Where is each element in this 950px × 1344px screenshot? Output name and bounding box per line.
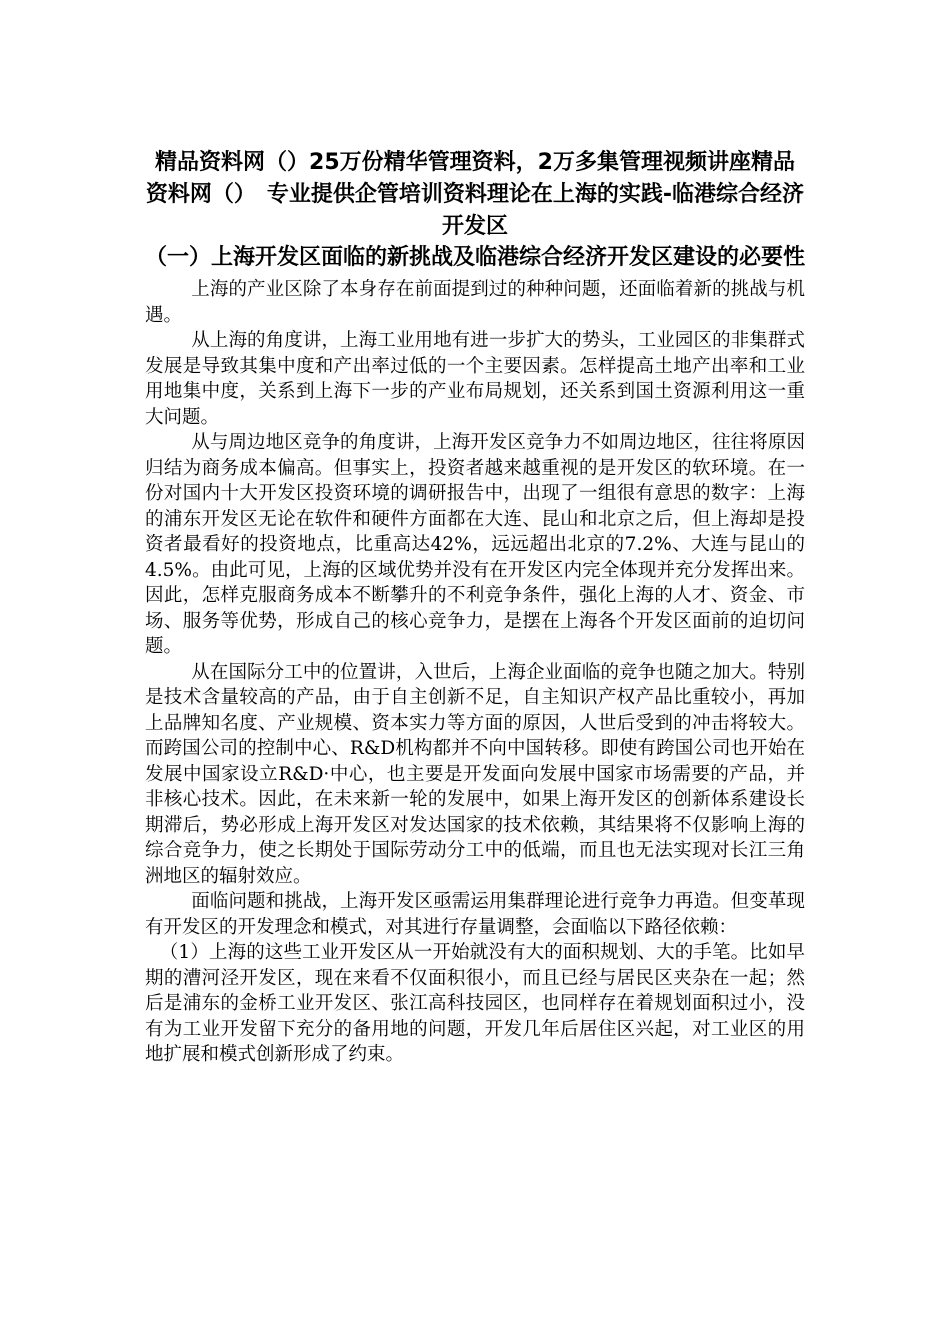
section-heading: （一）上海开发区面临的新挑战及临港综合经济开发区建设的必要性	[145, 245, 806, 270]
paragraph: 从与周边地区竞争的角度讲，上海开发区竞争力不如周边地区，往往将原因归结为商务成本偏高。但事实上，投资者越来越重视的是开发区的软环境。在一份对国内十大开发区投资环境的调研报告中，出现了一组很有意思的数字：上海的浦东开发区无论在软件和硬件方面都在大连、昆山和北京之后，但上海却是投资者最看好的投资地点，比重高达42%，远远超出北京的7.2%、大连与昆山的4.5%。由此可见，上海的区域优势并没有在开发区内完全体现并充分发挥出来。因此，怎样克服商务成本不断攀升的不利竞争条件，强化上海的人才、资金、市场、服务等优势，形成自己的核心竞争力，是摆在上海各个开发区面前的迫切问题。	[145, 432, 805, 657]
paragraph: 从在国际分工中的位置讲，入世后，上海企业面临的竞争也随之加大。特别是技术含量较高的产品，由于自主创新不足，自主知识产权产品比重较小，再加上品牌知名度、产业规模、资本实力等方面的原因，人世后受到的冲击将较大。而跨国公司的控制中心、R&D机构都并不向中国转移。即使有跨国公司也开始在发展中国家设立R&D·中心，也主要是开发面向发展中国家市场需要的产品，并非核心技术。因此，在未来新一轮的发展中，如果上海开发区的创新体系建设长期滞后，势必形成上海开发区对发达国家的技术依赖，其结果将不仅影响上海的综合竞争力，使之长期处于国际劳动分工中的低端，而且也无法实现对长江三角洲地区的辐射效应。	[145, 661, 805, 887]
document-page	[145, 147, 805, 1068]
list-item-paragraph: （1）上海的这些工业开发区从一开始就没有大的面积规划、大的手笔。比如早期的漕河泾开发区，现在来看不仅面积很小，而且已经与居民区夹杂在一起；然后是浦东的金桥工业开发区、张江高科技园区，也同样存在着规划面积过小，没有为工业开发留下充分的备用地的问题，开发几年后居住区兴起，对工业区的用地扩展和模式创新形成了约束。	[145, 942, 805, 1065]
paragraph: 从上海的角度讲，上海工业用地有进一步扩大的势头，工业园区的非集群式发展是导致其集中度和产出率过低的一个主要因素。怎样提高土地产出率和工业用地集中度，关系到上海下一步的产业布局规划，还关系到国土资源利用这一重大问题。	[145, 330, 805, 428]
document-title: 精品资料网（）25万份精华管理资料，2万多集管理视频讲座精品资料网（） 专业提供企管培训资料理论在上海的实践-临港综合经济开发区	[145, 150, 805, 239]
paragraph: 上海的产业区除了本身存在前面提到过的种种问题，还面临着新的挑战与机遇。	[145, 279, 805, 326]
paragraph: 面临问题和挑战，上海开发区亟需运用集群理论进行竞争力再造。但变革现有开发区的开发理念和模式，对其进行存量调整，会面临以下路径依赖：	[145, 891, 805, 938]
